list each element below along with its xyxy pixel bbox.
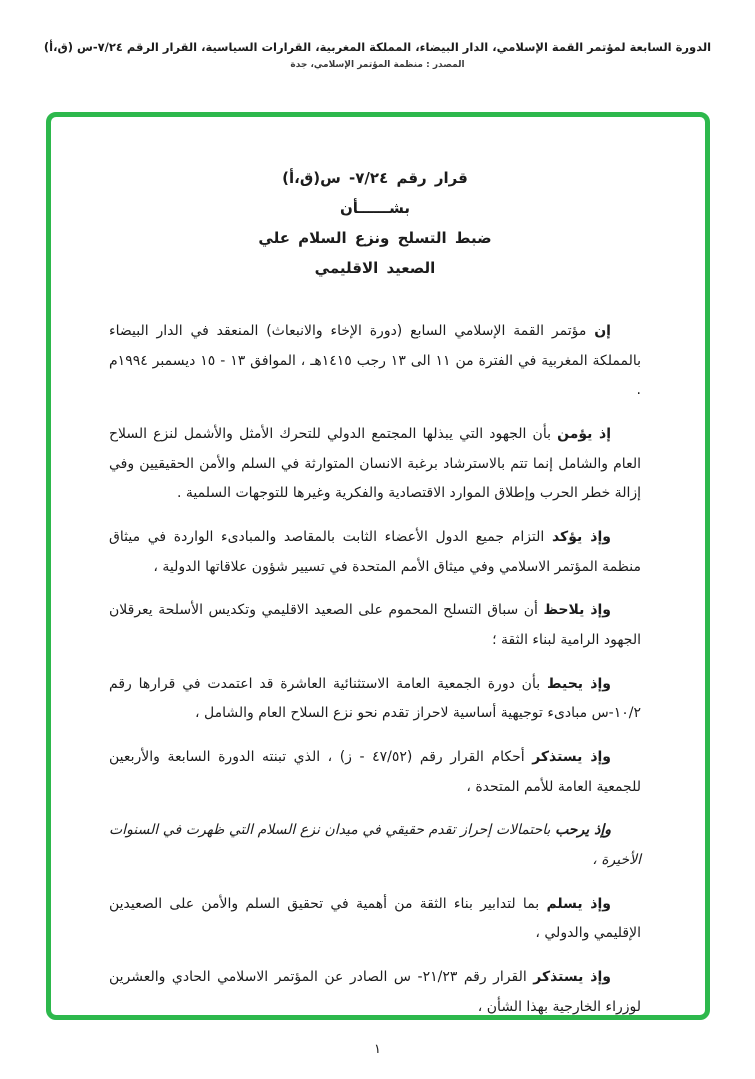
paragraph-recalling-icfm [109, 963, 641, 1022]
title-line-concerning: بشــــــأن [339, 199, 411, 217]
page-number: ١ [374, 1042, 381, 1057]
paragraph-lead: وإذ يحيط [546, 675, 611, 692]
paragraph-text: القرار رقم ٢١/٢٣- س الصادر عن المؤتمر الاسلامي الحادي والعشرين لوزراء الخارجية بهذا الشأن ، [109, 969, 641, 1015]
paragraph-noting [109, 596, 641, 655]
paragraph-recognizing [109, 890, 641, 949]
title-line-resolution-number: قرار رقم ٧/٢٤- س(ق،أ) [282, 169, 468, 187]
document-frame [46, 112, 710, 1020]
paragraph-lead: وإذ يستذكر [533, 969, 611, 986]
paragraph-lead: وإذ يسلم [546, 895, 611, 912]
header-citation: الدورة السابعة لمؤتمر القمة الإسلامي، الدار البيضاء، المملكة المغربية، القرارات السياسية، القرار الرقم ٧/٢٤-س (ق،أ) [43, 40, 712, 54]
paragraph-taking-note [109, 670, 641, 729]
paragraph-lead: إن [594, 323, 611, 339]
paragraph-lead: إذ يؤمن [557, 426, 611, 443]
title-line-subject: ضبط التسلح ونزع السلام علي [258, 229, 492, 247]
paragraph-text: مؤتمر القمة الإسلامي السابع (دورة الإخاء والانبعاث) المنعقد في الدار البيضاء بالمملكة المغربية في الفترة من ١١ الى ١٣ رجب ١٤١٥هـ ، الموافق ١٣ - ١٥ ديسمبر ١٩٩٤م . [109, 323, 641, 399]
title-line-scope: الصعيد الاقليمي [314, 259, 436, 277]
paragraph-lead: وإذ يرحب [555, 822, 612, 839]
paragraph-affirming [109, 523, 641, 582]
paragraph-text: باحتمالات إحراز تقدم حقيقي في ميدان نزع السلام التي ظهرت في السنوات الأخيرة ، [109, 822, 641, 869]
paragraph-text: بأن دورة الجمعية العامة الاستثنائية العاشرة قد اعتمدت في قرارها رقم ١٠/٢-س مبادىء توجيهية أساسية لاحراز تقدم نحو نزع السلاح العام والشامل ، [109, 675, 641, 722]
document-title [109, 163, 641, 283]
paragraph-lead: وإذ يلاحظ [543, 602, 612, 619]
paragraph-text: بأن الجهود التي يبذلها المجتمع الدولي للتحرك الأمثل والأشمل لنزع السلاح العام والشامل إنما تتم بالاسترشاد برغبة الانسان المتوارثة في السلم والأمن الحقيقيين وفي إزالة خطر الحرب وإطلاق الموارد الاقتصادية والفكرية وغيرها للتوجهات السلمية . [109, 426, 641, 502]
paragraph-text: أن سباق التسلح المحموم على الصعيد الاقليمي وتكديس الأسلحة يعرقلان الجهود الرامية لبناء الثقة ؛ [109, 602, 641, 649]
paragraph-text: أحكام القرار رقم (٤٧/٥٢ - ز) ، الذي تبنته الدورة السابعة والأربعين للجمعية العامة للأمم المتحدة ، [109, 749, 641, 795]
document-content [51, 117, 705, 1022]
document-body [109, 317, 641, 1022]
paragraph-text: بما لتدابير بناء الثقة من أهمية في تحقيق السلم والأمن على الصعيدين الإقليمي والدولي ، [109, 895, 641, 942]
page-header [0, 0, 755, 70]
paragraph-preamble [109, 317, 641, 406]
paragraph-welcoming [109, 816, 641, 875]
paragraph-believing [109, 420, 641, 509]
paragraph-lead: وإذ يستذكر [532, 749, 612, 766]
paragraph-text: التزام جميع الدول الأعضاء الثابت بالمقاصد والمبادىء الواردة في ميثاق منظمة المؤتمر الاسلامي وفي ميثاق الأمم المتحدة في تسيير شؤون علاقاتها الدولية ، [109, 529, 641, 575]
paragraph-recalling-un [109, 743, 641, 802]
header-source: المصدر : منظمة المؤتمر الإسلامي، جدة [290, 60, 465, 71]
paragraph-lead: وإذ يؤكد [551, 529, 611, 546]
